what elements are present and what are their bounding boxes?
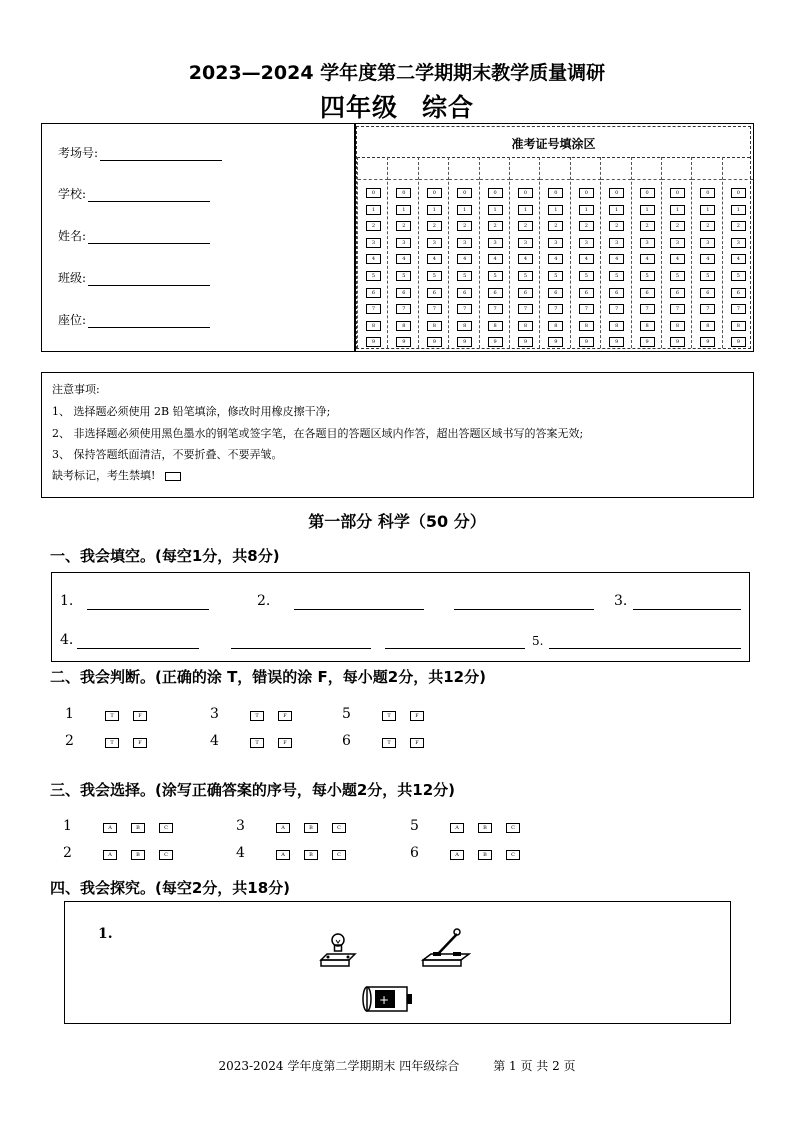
answer-option-bubble[interactable]: A (276, 850, 290, 860)
exam-id-bubble[interactable]: 9 (396, 337, 411, 347)
exam-id-bubble[interactable]: 9 (640, 337, 655, 347)
exam-id-bubble[interactable]: 9 (548, 337, 563, 347)
exam-id-bubble[interactable]: 7 (579, 304, 594, 314)
exam-id-write-cell[interactable] (358, 157, 388, 180)
svg-text:+: + (379, 993, 390, 1007)
question-number: 5 (342, 706, 351, 722)
exam-id-write-cell[interactable] (601, 157, 631, 180)
exam-id-bubble[interactable]: 1 (640, 205, 655, 215)
exam-id-bubble[interactable]: 1 (427, 205, 442, 215)
exam-id-bubble[interactable]: 7 (700, 304, 715, 314)
grade-subject (0, 88, 794, 124)
exam-id-write-cell[interactable] (480, 157, 510, 180)
question-number: 1 (63, 818, 72, 834)
exam-id-bubble[interactable]: 5 (609, 271, 624, 281)
exam-id-area (356, 126, 751, 349)
footer-page-number: 第 1 页 共 2 页 (493, 1059, 576, 1073)
fill-label: 4. (60, 632, 74, 648)
exam-id-bubble[interactable]: 8 (609, 321, 624, 331)
exam-id-bubble[interactable]: 2 (457, 221, 472, 231)
answer-option-bubble[interactable]: C (332, 850, 346, 860)
fill-blank[interactable] (87, 595, 209, 610)
field-name[interactable]: 姓名: (58, 227, 210, 244)
bulb-holder-icon (319, 930, 357, 968)
answer-option-bubble[interactable]: T (382, 711, 396, 721)
exam-id-bubble[interactable]: 3 (427, 238, 442, 248)
question-number: 4 (210, 733, 219, 749)
answer-option-bubble[interactable]: C (506, 823, 520, 833)
exam-id-bubble[interactable]: 0 (366, 188, 381, 198)
exam-id-column (600, 157, 631, 348)
exam-id-bubble[interactable]: 6 (488, 288, 503, 298)
exam-id-bubble[interactable]: 5 (396, 271, 411, 281)
exam-id-bubble[interactable]: 6 (670, 288, 685, 298)
exam-id-write-cell[interactable] (723, 157, 753, 180)
exam-id-bubble[interactable]: 0 (396, 188, 411, 198)
exam-id-bubble[interactable]: 4 (488, 254, 503, 264)
fill-blank[interactable] (231, 634, 371, 649)
absent-checkbox[interactable] (165, 472, 181, 481)
exam-id-column (570, 157, 601, 348)
exam-id-bubble[interactable]: 1 (366, 205, 381, 215)
exam-id-bubble[interactable]: 2 (700, 221, 715, 231)
question-number: 5 (410, 818, 419, 834)
exam-id-bubble[interactable]: 1 (396, 205, 411, 215)
notice-item: 1、 选择题必须使用 2B 铅笔填涂，修改时用橡皮擦干净; (52, 405, 331, 418)
exam-id-bubble[interactable]: 1 (670, 205, 685, 215)
subject-label: 综合 (422, 93, 475, 122)
part-title: 第一部分 科学（50 分） (308, 512, 486, 531)
answer-option-bubble[interactable]: T (105, 738, 119, 748)
exam-id-write-cell[interactable] (388, 157, 418, 180)
exam-id-bubble[interactable]: 3 (548, 238, 563, 248)
exam-id-write-cell[interactable] (449, 157, 479, 180)
exam-id-bubble[interactable]: 6 (579, 288, 594, 298)
exam-id-column (387, 157, 418, 348)
fill-blank[interactable] (77, 634, 199, 649)
section-explore-title: 四、我会探究。(每空2分，共18分) (50, 879, 291, 897)
fill-label: 2. (257, 593, 271, 609)
exam-id-bubble[interactable]: 8 (700, 321, 715, 331)
exam-id-bubble[interactable]: 2 (670, 221, 685, 231)
exam-id-bubble[interactable]: 8 (488, 321, 503, 331)
exam-id-bubble[interactable]: 4 (366, 254, 381, 264)
exam-id-bubble[interactable]: 0 (609, 188, 624, 198)
footer-exam-info: 2023-2024 学年度第二学期期末 四年级综合 (218, 1059, 460, 1073)
exam-id-bubble[interactable]: 8 (548, 321, 563, 331)
question-number: 3 (210, 706, 219, 722)
exam-id-bubble[interactable]: 3 (579, 238, 594, 248)
exam-id-bubble[interactable]: 0 (670, 188, 685, 198)
notice-item: 3、 保持答题纸面清洁，不要折叠、不要弄皱。 (52, 448, 283, 461)
exam-id-title: 准考证号填涂区 (511, 137, 596, 151)
exam-id-bubble[interactable]: 5 (700, 271, 715, 281)
exam-id-bubble[interactable]: 4 (579, 254, 594, 264)
exam-id-bubble[interactable]: 7 (548, 304, 563, 314)
exam-id-bubble[interactable]: 9 (609, 337, 624, 347)
exam-id-bubble[interactable]: 6 (731, 288, 746, 298)
exam-title: 2023—2024 学年度第二学期期末教学质量调研 (188, 62, 606, 84)
field-exam-room[interactable]: 考场号: (58, 144, 222, 161)
exam-id-bubble[interactable]: 7 (488, 304, 503, 314)
explore-answer-box (64, 901, 731, 1024)
exam-id-bubble[interactable]: 0 (457, 188, 472, 198)
exam-id-bubble[interactable]: 7 (640, 304, 655, 314)
exam-id-bubble[interactable]: 8 (518, 321, 533, 331)
exam-id-write-cell[interactable] (540, 157, 570, 180)
exam-id-column (448, 157, 479, 348)
exam-id-bubble[interactable]: 2 (548, 221, 563, 231)
answer-option-bubble[interactable]: C (159, 850, 173, 860)
answer-option-bubble[interactable]: A (103, 823, 117, 833)
answer-option-bubble[interactable]: C (506, 850, 520, 860)
exam-id-bubble[interactable]: 4 (609, 254, 624, 264)
answer-option-bubble[interactable]: B (131, 823, 145, 833)
exam-id-bubble[interactable]: 5 (640, 271, 655, 281)
exam-id-bubble[interactable]: 3 (700, 238, 715, 248)
exam-id-bubble[interactable]: 4 (700, 254, 715, 264)
exam-id-bubble[interactable]: 1 (457, 205, 472, 215)
answer-option-bubble[interactable]: C (159, 823, 173, 833)
exam-id-bubble[interactable]: 8 (366, 321, 381, 331)
exam-id-column (357, 157, 388, 348)
fill-label: 3. (614, 593, 628, 609)
exam-id-bubble[interactable]: 4 (640, 254, 655, 264)
answer-option-bubble[interactable]: B (478, 850, 492, 860)
grade-label: 四年级 (319, 93, 398, 122)
battery-icon (361, 984, 415, 1014)
page-footer (0, 1057, 794, 1074)
exam-id-write-cell[interactable] (571, 157, 601, 180)
exam-id-bubble[interactable]: 8 (579, 321, 594, 331)
exam-id-bubble[interactable]: 4 (548, 254, 563, 264)
answer-option-bubble[interactable]: B (304, 823, 318, 833)
exam-id-bubble[interactable]: 3 (366, 238, 381, 248)
exam-id-bubble[interactable]: 9 (579, 337, 594, 347)
fill-blank[interactable] (294, 595, 424, 610)
question-number: 6 (342, 733, 351, 749)
exam-id-bubble[interactable]: 0 (579, 188, 594, 198)
exam-id-bubble[interactable]: 7 (396, 304, 411, 314)
exam-id-bubble[interactable]: 0 (640, 188, 655, 198)
exam-id-bubble[interactable]: 6 (700, 288, 715, 298)
exam-id-bubble[interactable]: 0 (488, 188, 503, 198)
absent-label: 缺考标记，考生禁填! (52, 469, 156, 482)
exam-id-column (509, 157, 540, 348)
question-number: 3 (236, 818, 245, 834)
question-number: 1 (65, 706, 74, 722)
answer-option-bubble[interactable]: T (250, 711, 264, 721)
exam-id-column (539, 157, 570, 348)
exam-id-bubble[interactable]: 7 (427, 304, 442, 314)
exam-id-bubble[interactable]: 8 (427, 321, 442, 331)
exam-id-bubble[interactable]: 3 (488, 238, 503, 248)
exam-id-column (661, 157, 692, 348)
exam-id-bubble[interactable]: 3 (457, 238, 472, 248)
answer-option-bubble[interactable]: A (450, 823, 464, 833)
answer-option-bubble[interactable]: B (478, 823, 492, 833)
switch-icon (421, 924, 471, 968)
exam-id-bubble[interactable]: 4 (457, 254, 472, 264)
exam-id-column (479, 157, 510, 348)
exam-id-write-cell[interactable] (692, 157, 722, 180)
exam-id-bubble[interactable]: 0 (518, 188, 533, 198)
exam-id-bubble[interactable]: 5 (579, 271, 594, 281)
exam-id-bubble[interactable]: 1 (518, 205, 533, 215)
exam-id-bubble[interactable]: 9 (518, 337, 533, 347)
fill-blank[interactable] (549, 634, 741, 649)
answer-option-bubble[interactable]: F (410, 711, 424, 721)
exam-id-bubble[interactable]: 8 (457, 321, 472, 331)
exam-id-bubble[interactable]: 3 (518, 238, 533, 248)
exam-id-bubble[interactable]: 7 (609, 304, 624, 314)
exam-id-bubble[interactable]: 3 (670, 238, 685, 248)
exam-id-bubble[interactable]: 6 (427, 288, 442, 298)
exam-id-bubble[interactable]: 6 (609, 288, 624, 298)
exam-id-bubble[interactable]: 0 (700, 188, 715, 198)
fill-blank[interactable] (385, 634, 525, 649)
exam-id-bubble[interactable]: 2 (518, 221, 533, 231)
exam-id-bubble[interactable]: 9 (731, 337, 746, 347)
exam-id-column (631, 157, 662, 348)
explore-q-label: 1. (98, 926, 113, 942)
exam-id-bubble[interactable]: 7 (670, 304, 685, 314)
exam-id-bubble[interactable]: 8 (640, 321, 655, 331)
exam-id-bubble[interactable]: 7 (518, 304, 533, 314)
answer-option-bubble[interactable]: A (276, 823, 290, 833)
exam-id-bubble[interactable]: 9 (670, 337, 685, 347)
exam-id-bubble[interactable]: 0 (427, 188, 442, 198)
exam-id-bubble[interactable]: 8 (731, 321, 746, 331)
fill-blank[interactable] (454, 595, 594, 610)
exam-id-bubble[interactable]: 5 (366, 271, 381, 281)
answer-option-bubble[interactable]: T (105, 711, 119, 721)
exam-id-bubble[interactable]: 6 (518, 288, 533, 298)
exam-id-bubble[interactable]: 1 (700, 205, 715, 215)
field-school[interactable]: 学校: (58, 185, 210, 202)
exam-id-bubble[interactable]: 0 (731, 188, 746, 198)
exam-id-bubble[interactable]: 4 (518, 254, 533, 264)
question-number: 2 (63, 845, 72, 861)
exam-id-bubble[interactable]: 6 (396, 288, 411, 298)
student-info-box (41, 123, 754, 352)
exam-id-bubble[interactable]: 6 (457, 288, 472, 298)
absent-mark-row (52, 467, 181, 483)
section-judge-title: 二、我会判断。(正确的涂 T，错误的涂 F，每小题2分，共12分) (50, 668, 486, 686)
exam-id-bubble[interactable]: 7 (457, 304, 472, 314)
exam-id-bubble[interactable]: 2 (640, 221, 655, 231)
exam-id-bubble[interactable]: 5 (731, 271, 746, 281)
exam-id-bubble[interactable]: 8 (396, 321, 411, 331)
answer-option-bubble[interactable]: F (278, 711, 292, 721)
student-info-fields (42, 124, 356, 351)
fill-blank[interactable] (633, 595, 741, 610)
exam-id-bubble[interactable]: 2 (396, 221, 411, 231)
exam-id-column (418, 157, 449, 348)
exam-id-bubble[interactable]: 9 (427, 337, 442, 347)
exam-id-bubble[interactable]: 0 (548, 188, 563, 198)
question-number: 4 (236, 845, 245, 861)
answer-option-bubble[interactable]: T (382, 738, 396, 748)
exam-id-bubble[interactable]: 3 (731, 238, 746, 248)
exam-id-bubble[interactable]: 6 (640, 288, 655, 298)
exam-id-write-cell[interactable] (632, 157, 662, 180)
exam-id-bubble[interactable]: 6 (366, 288, 381, 298)
exam-id-bubble[interactable]: 1 (488, 205, 503, 215)
exam-id-write-cell[interactable] (662, 157, 692, 180)
exam-id-bubble[interactable]: 4 (427, 254, 442, 264)
exam-id-bubble[interactable]: 9 (457, 337, 472, 347)
exam-id-bubble[interactable]: 5 (670, 271, 685, 281)
exam-id-bubble[interactable]: 9 (366, 337, 381, 347)
exam-id-bubble[interactable]: 9 (488, 337, 503, 347)
fill-answer-box (51, 572, 750, 662)
exam-id-bubble[interactable]: 3 (640, 238, 655, 248)
exam-id-bubble[interactable]: 3 (396, 238, 411, 248)
answer-option-bubble[interactable]: F (278, 738, 292, 748)
exam-id-write-cell[interactable] (510, 157, 540, 180)
exam-id-write-cell[interactable] (419, 157, 449, 180)
answer-option-bubble[interactable]: F (133, 711, 147, 721)
exam-id-bubble[interactable]: 4 (670, 254, 685, 264)
exam-id-bubble[interactable]: 5 (548, 271, 563, 281)
exam-id-bubble[interactable]: 6 (548, 288, 563, 298)
exam-id-bubble[interactable]: 8 (670, 321, 685, 331)
exam-id-column (691, 157, 722, 348)
section-choice-title: 三、我会选择。(涂写正确答案的序号，每小题2分，共12分) (50, 781, 456, 799)
exam-id-bubble[interactable]: 9 (700, 337, 715, 347)
notice-box (41, 372, 754, 498)
exam-id-bubble[interactable]: 3 (609, 238, 624, 248)
field-class[interactable]: 班级: (58, 269, 210, 286)
answer-option-bubble[interactable]: B (131, 850, 145, 860)
section-fill-title: 一、我会填空。(每空1分，共8分) (50, 547, 280, 565)
exam-id-bubble[interactable]: 5 (488, 271, 503, 281)
answer-option-bubble[interactable]: F (133, 738, 147, 748)
exam-id-bubble[interactable]: 1 (731, 205, 746, 215)
exam-id-bubble[interactable]: 4 (731, 254, 746, 264)
answer-option-bubble[interactable]: A (450, 850, 464, 860)
notice-item: 2、 非选择题必须使用黑色墨水的钢笔或签字笔，在各题目的答题区域内作答，超出答题区域书写的答案无效; (52, 427, 584, 440)
exam-id-bubble[interactable]: 1 (548, 205, 563, 215)
exam-id-bubble[interactable]: 7 (366, 304, 381, 314)
answer-option-bubble[interactable]: T (250, 738, 264, 748)
notice-heading: 注意事项: (52, 383, 100, 396)
exam-id-bubble[interactable]: 7 (731, 304, 746, 314)
exam-id-bubble[interactable]: 1 (609, 205, 624, 215)
exam-id-bubble[interactable]: 2 (488, 221, 503, 231)
exam-id-bubble[interactable]: 2 (731, 221, 746, 231)
answer-option-bubble[interactable]: C (332, 823, 346, 833)
fill-label: 1. (60, 593, 74, 609)
exam-id-bubble[interactable]: 4 (396, 254, 411, 264)
exam-id-bubble[interactable]: 1 (579, 205, 594, 215)
question-number: 2 (65, 733, 74, 749)
answer-option-bubble[interactable]: B (304, 850, 318, 860)
question-number: 6 (410, 845, 419, 861)
answer-option-bubble[interactable]: A (103, 850, 117, 860)
exam-id-bubble[interactable]: 2 (609, 221, 624, 231)
exam-id-bubble[interactable]: 2 (427, 221, 442, 231)
fill-label: 5. (532, 634, 544, 648)
field-seat[interactable]: 座位: (58, 311, 210, 328)
answer-option-bubble[interactable]: F (410, 738, 424, 748)
exam-id-bubble[interactable]: 2 (579, 221, 594, 231)
exam-id-bubble[interactable]: 5 (427, 271, 442, 281)
exam-id-bubble[interactable]: 2 (366, 221, 381, 231)
exam-id-bubble[interactable]: 5 (457, 271, 472, 281)
exam-id-bubble[interactable]: 5 (518, 271, 533, 281)
exam-id-column (722, 157, 753, 348)
